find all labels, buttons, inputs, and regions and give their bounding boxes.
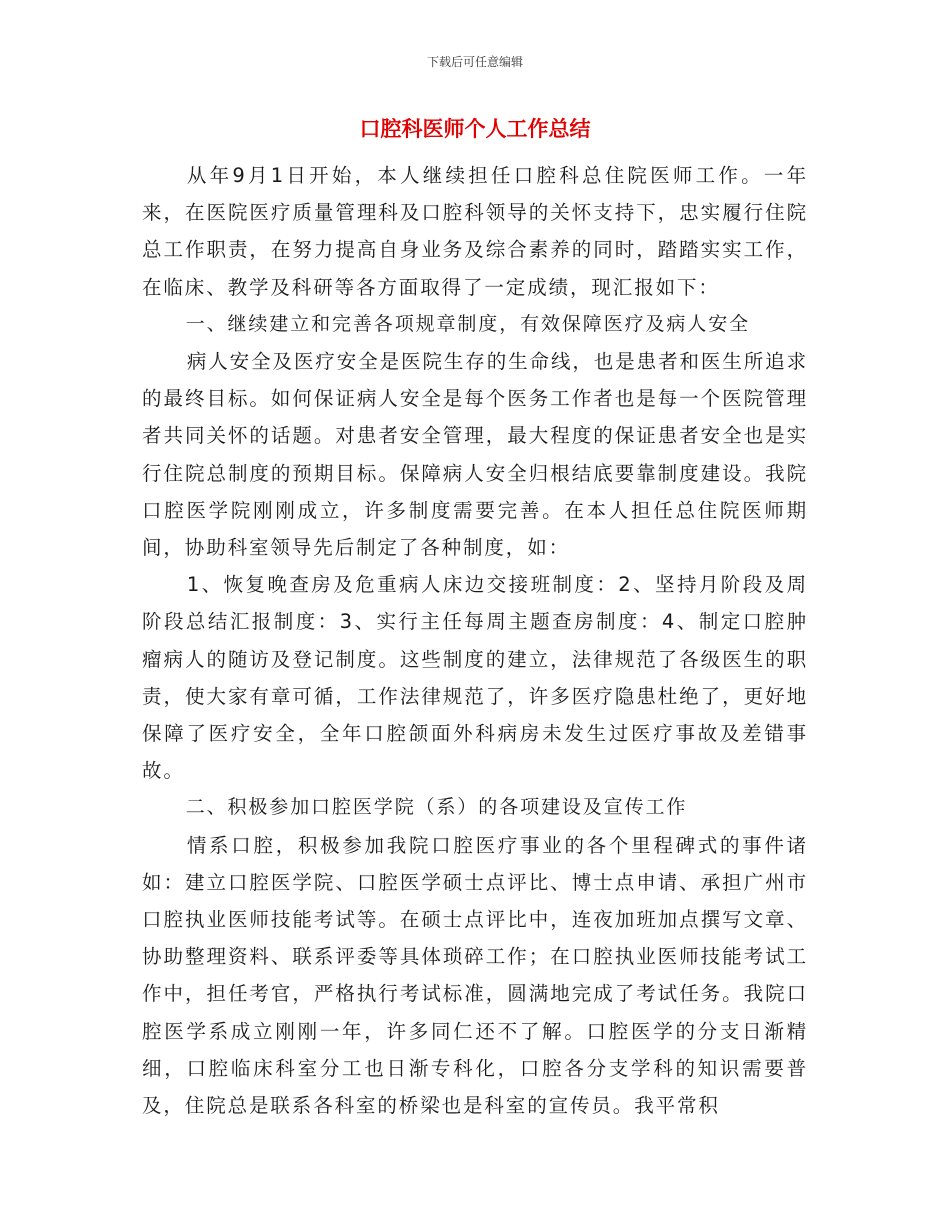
paragraph-intro: 从年9月1日开始，本人继续担任口腔科总住院医师工作。一年来，在医院医疗质量管理科及口腔科领导的关怀支持下，忠实履行住院总工作职责，在努力提高自身业务及综合素养的同时，踏踏实实工作，在临床、教学及科研等各方面取得了一定成绩，现汇报如下： (142, 164, 808, 299)
section-heading-2: 二、积极参加口腔医学院（系）的各项建设及宣传工作 (185, 796, 688, 819)
paragraph-patient-safety: 病人安全及医疗安全是医院生存的生命线，也是患者和医生所追求的最终目标。如何保证病人安全是每个医务工作者也是每一个医院管理者共同关怀的话题。对患者安全管理，最大程度的保证患者安全也是实行住院总制度的预期目标。保障病人安全归根结底要靠制度建设。我院口腔医学院刚刚成立，许多制度需要完善。在本人担任总住院医师期间，协助科室领导先后制定了各种制度，如： (142, 350, 808, 560)
paragraph-regulations-list: 1、恢复晚查房及危重病人床边交接班制度：2、坚持月阶段及周阶段总结汇报制度：3、实行主任每周主题查房制度：4、制定口腔肿瘤病人的随访及登记制度。这些制度的建立，法律规范了各级医生的职责，使大家有章可循，工作法律规范了，许多医疗隐患杜绝了，更好地保障了医疗安全，全年口腔颌面外科病房未发生过医疗事故及差错事故。 (142, 573, 808, 783)
page-header: 下载后可任意编辑 (426, 55, 523, 69)
document-body (142, 157, 808, 1124)
section-heading-1: 一、继续建立和完善各项规章制度，有效保障医疗及病人安全 (185, 312, 750, 335)
paragraph-school-construction: 情系口腔，积极参加我院口腔医疗事业的各个里程碑式的事件诸如：建立口腔医学院、口腔医学硕士点评比、博士点申请、承担广州市口腔执业医师技能考试等。在硕士点评比中，连夜加班加点撰写文章、协助整理资料、联系评委等具体琐碎工作；在口腔执业医师技能考试工作中，担任考官，严格执行考试标准，圆满地完成了考试任务。我院口腔医学系成立刚刚一年，许多同仁还不了解。口腔医学的分支日渐精细，口腔临床科室分工也日渐专科化，口腔各分支学科的知识需要普及，住院总是联系各科室的桥梁也是科室的宣传员。我平常积 (142, 833, 808, 1118)
document-title: 口腔科医师个人工作总结 (359, 117, 591, 141)
